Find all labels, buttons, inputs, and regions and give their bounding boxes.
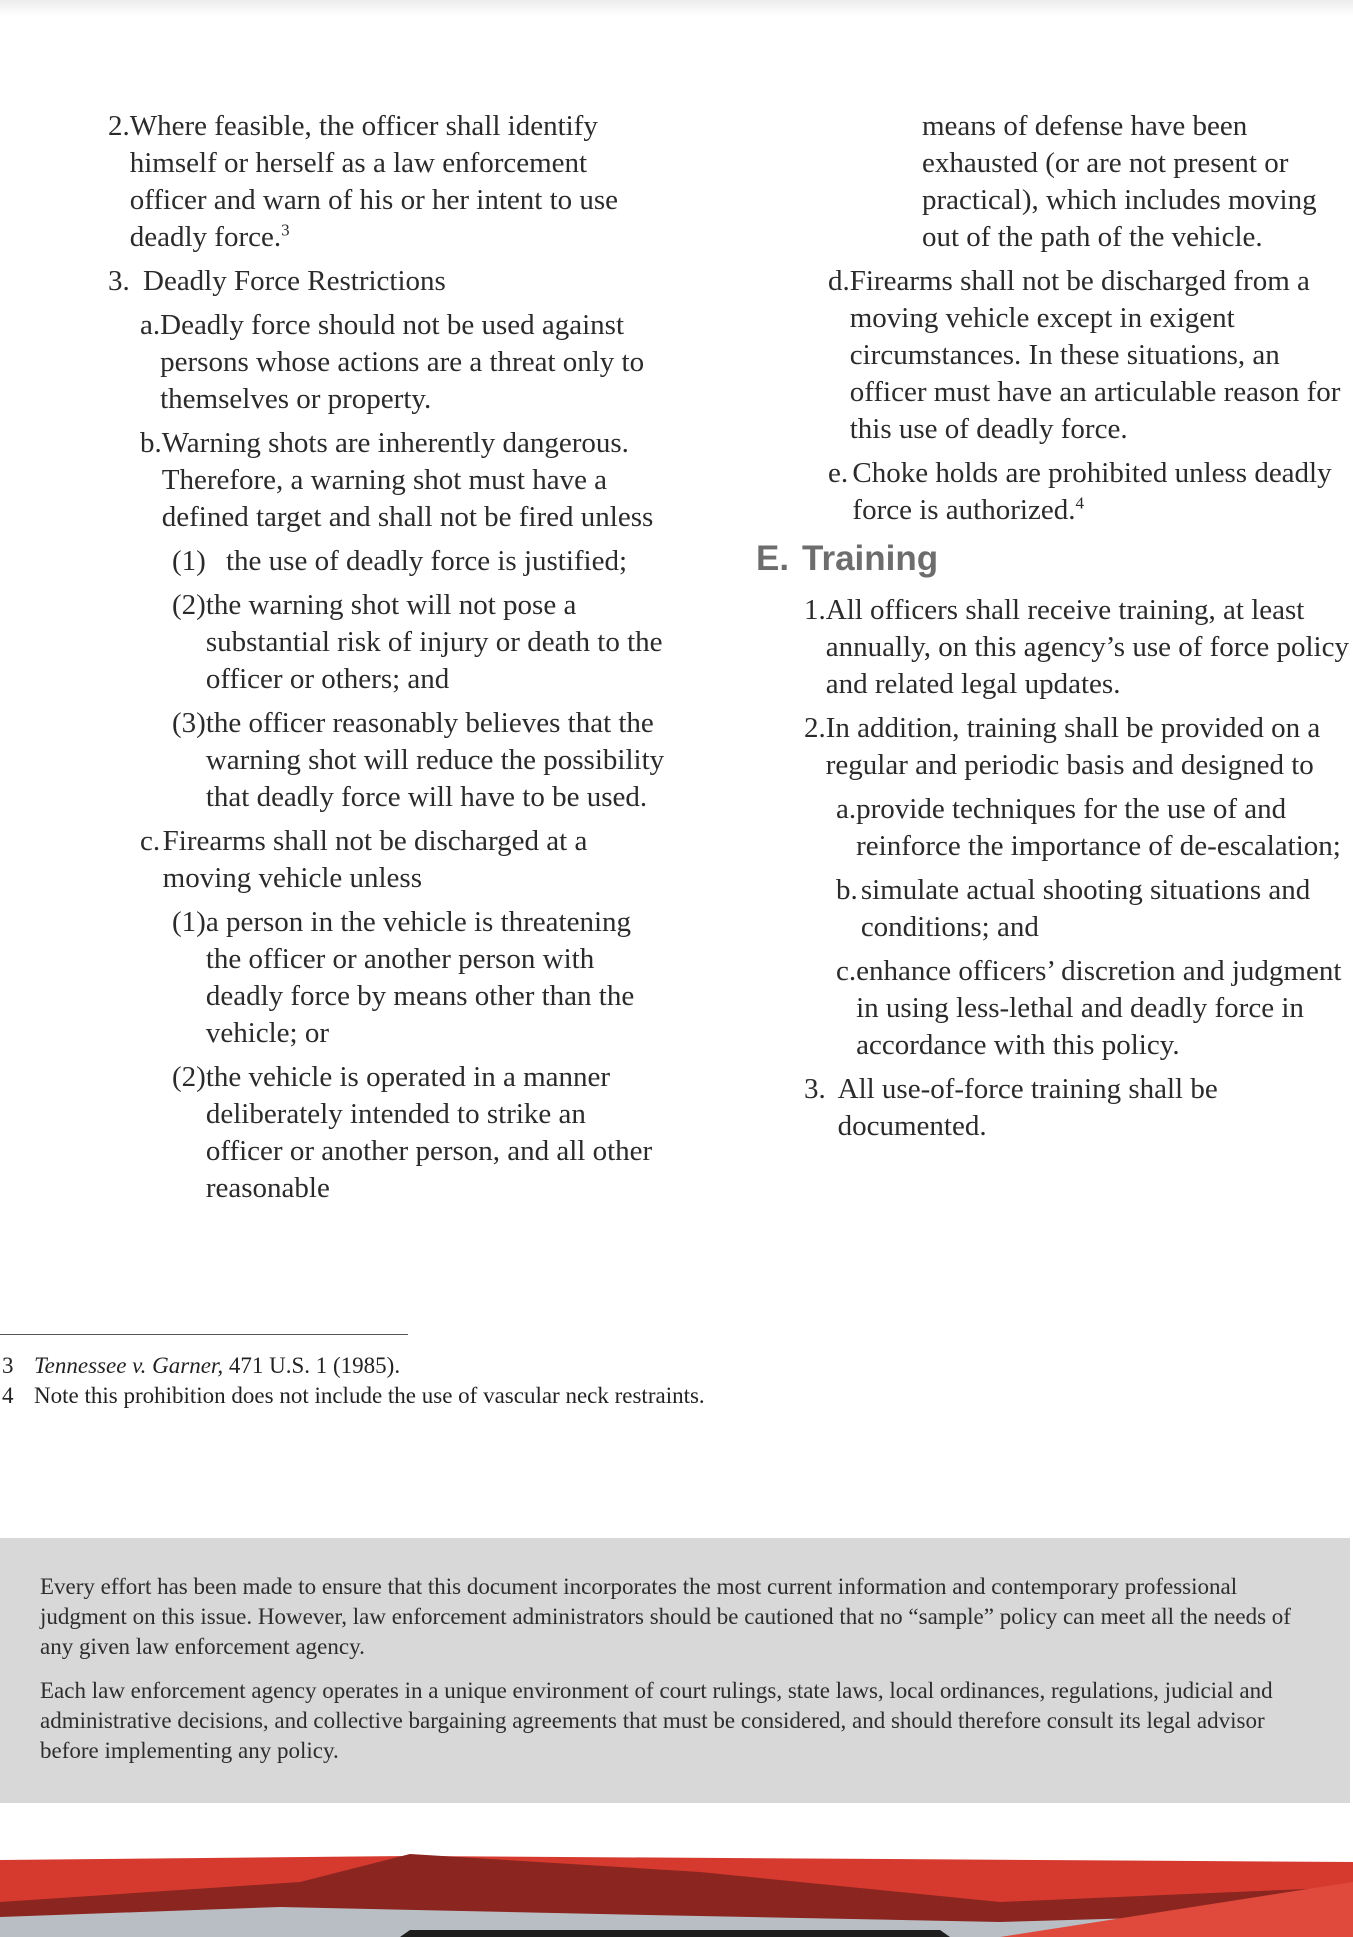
footnote-ref-4[interactable]: 4 <box>1075 493 1084 513</box>
list-marker: a. <box>140 309 161 341</box>
list-item-text: the use of deadly force is justified; <box>226 545 628 577</box>
list-item-3c1 <box>172 904 668 1052</box>
banner-dark-strip <box>400 1930 950 1937</box>
list-marker: 2. <box>108 110 130 142</box>
training-item-3 <box>804 1071 1353 1145</box>
training-item-2 <box>804 710 1353 784</box>
footnote-text: Note this prohibition does not include the use of vascular neck restraints. <box>34 1383 705 1408</box>
list-marker: e. <box>828 457 849 489</box>
section-heading-training <box>756 536 1353 582</box>
list-item-text: All officers shall receive training, at least annually, on this agency’s use of force policy and related legal updates. <box>825 594 1349 700</box>
training-item-2a <box>836 791 1353 865</box>
list-marker: 1. <box>804 594 826 626</box>
item-text: Where feasible, the officer shall identify himself or herself as a law enforcement officer and warn of his or her intent to use deadly force. <box>129 110 619 253</box>
section-marker: E. <box>756 539 790 578</box>
right-column <box>758 108 1353 1152</box>
list-item-3c2 <box>172 1059 668 1207</box>
list-marker: (1) <box>172 906 206 938</box>
list-item-text: Warning shots are inherently dangerous. Therefore, a warning shot must have a defined target and shall not be fired unless <box>161 427 654 533</box>
footnote-number: 4 <box>2 1383 14 1408</box>
training-item-2c <box>836 953 1353 1064</box>
disclaimer-box <box>0 1538 1350 1803</box>
list-item-3d <box>828 263 1353 448</box>
list-marker: 3. <box>804 1073 826 1105</box>
list-item-text: Deadly Force Restrictions <box>143 265 446 297</box>
footnotes <box>0 1351 900 1411</box>
list-marker: (2) <box>172 589 206 621</box>
list-item-3c <box>140 823 668 897</box>
footnote-4 <box>0 1381 900 1411</box>
footnote-case-name: Tennessee v. Garner, <box>34 1353 224 1378</box>
footnote-rule <box>0 1334 408 1335</box>
list-marker: b. <box>140 427 162 459</box>
footnote-citation: 471 U.S. 1 (1985). <box>223 1353 401 1378</box>
list-item-3e <box>828 455 1353 529</box>
list-item-text <box>852 455 1353 529</box>
disclaimer-paragraph-1: Every effort has been made to ensure that this document incorporates the most current information and contemporary professional judgment on this issue. However, law enforcement administrators should be cautioned that no “sample” policy can meet all the needs of any given law enforcement agency. <box>40 1574 1291 1659</box>
list-item-text: a person in the vehicle is threatening the officer or another person with deadly force by means other than the vehicle; or <box>205 906 635 1049</box>
list-item-text: enhance officers’ discretion and judgment in using less-lethal and deadly force in accordance with this policy. <box>856 955 1342 1061</box>
list-marker: (2) <box>172 1061 206 1093</box>
left-column <box>108 108 668 1214</box>
list-item-text <box>130 108 668 256</box>
list-item-text: Deadly force should not be used against persons whose actions are a threat only to themselves or property. <box>160 309 645 415</box>
list-marker: c. <box>836 955 857 987</box>
disclaimer-paragraph-2: Each law enforcement agency operates in a unique environment of court rulings, state laws, local ordinances, regulations, judicial and administrative decisions, and collective bargaining agreements that must be considered, and should therefore consult its legal advisor before implementing any policy. <box>40 1678 1273 1763</box>
list-item-3b3 <box>172 705 668 816</box>
training-item-1 <box>804 592 1353 703</box>
list-item-2 <box>108 108 668 256</box>
list-item-3b2 <box>172 587 668 698</box>
footer-banner <box>0 1842 1353 1937</box>
footnote-text <box>34 1351 400 1381</box>
list-item-text: simulate actual shooting situations and conditions; and <box>860 874 1311 943</box>
footnote-number: 3 <box>2 1353 14 1378</box>
list-marker: a. <box>836 793 857 825</box>
list-marker: c. <box>140 825 161 857</box>
section-title: Training <box>802 539 939 578</box>
list-item-text: All use-of-force training shall be documented. <box>837 1073 1218 1142</box>
list-item-3b1 <box>172 543 668 580</box>
list-item-text: the officer reasonably believes that the warning shot will reduce the possibility that deadly force will have to be used. <box>205 707 665 813</box>
list-marker: 3. <box>108 265 130 297</box>
list-marker: b. <box>836 874 858 906</box>
training-item-2b <box>836 872 1353 946</box>
list-marker: 2. <box>804 712 826 744</box>
list-item-3c2-continued <box>922 108 1353 256</box>
footnote-3 <box>0 1351 900 1381</box>
list-marker: (1) <box>172 545 206 577</box>
list-item-text: the vehicle is operated in a manner deliberately intended to strike an officer or another person, and all other reasonable <box>205 1061 653 1204</box>
list-item-text: Firearms shall not be discharged at a moving vehicle unless <box>162 825 588 894</box>
footnote-ref-3[interactable]: 3 <box>281 220 290 240</box>
list-marker: (3) <box>172 707 206 739</box>
item-text: Choke holds are prohibited unless deadly force is authorized. <box>852 457 1332 526</box>
list-item-text: Firearms shall not be discharged from a moving vehicle except in exigent circumstances. In these situations, an officer must have an articulable reason for this use of deadly force. <box>849 265 1341 445</box>
list-item-text: provide techniques for the use of and reinforce the importance of de-escalation; <box>856 793 1341 862</box>
page-top-shadow <box>0 0 1353 16</box>
list-item-3 <box>108 263 668 300</box>
list-item-text: the warning shot will not pose a substantial risk of injury or death to the officer or others; and <box>205 589 663 695</box>
list-marker: d. <box>828 265 850 297</box>
list-item-text: In addition, training shall be provided on a regular and periodic basis and designed to <box>825 712 1321 781</box>
list-item-3a <box>140 307 668 418</box>
list-item-3b <box>140 425 668 536</box>
list-item-text: means of defense have been exhausted (or are not present or practical), which includes moving out of the path of the vehicle. <box>922 110 1317 253</box>
